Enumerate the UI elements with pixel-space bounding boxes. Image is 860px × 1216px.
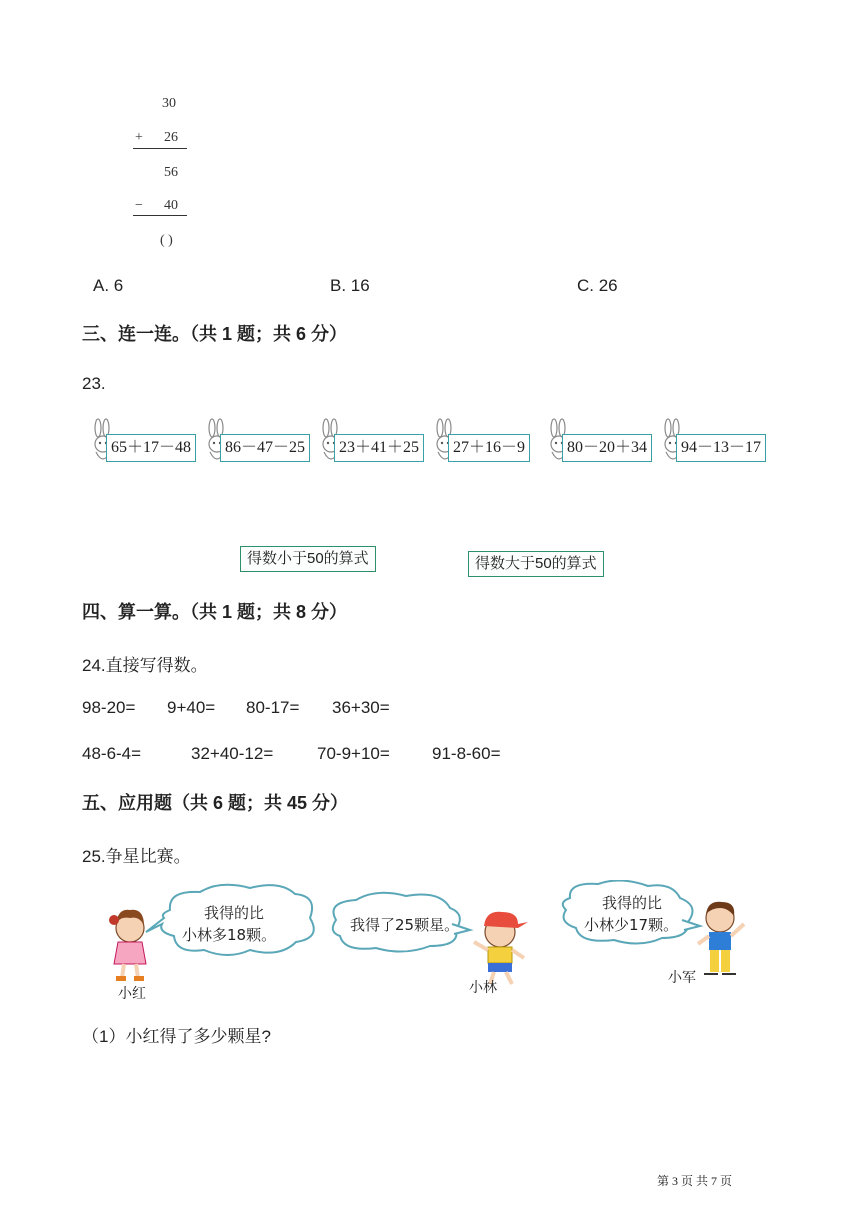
q24-row1-item-4: 36+30= [332, 698, 390, 717]
q24-row1-item-2: 9+40= [167, 698, 216, 717]
q24-row2-item-1: 48-6-4= [82, 744, 142, 763]
calc-rule-1 [133, 148, 187, 149]
calc-answer-blank: ( ) [160, 233, 173, 248]
boy-2-figure-icon [698, 902, 744, 974]
bubble-2-line-1: 我得了25颗星。 [350, 916, 460, 934]
q24-row1-item-3: 80-17= [246, 698, 300, 717]
calc-subtrahend: 40 [164, 198, 178, 213]
minus-sign: − [135, 198, 143, 213]
expression-box: 65＋17－48 [106, 434, 196, 462]
q24-row2-item-4: 91-8-60= [432, 744, 501, 763]
bubble-1-line-1: 我得的比 [204, 904, 265, 922]
calc-top-number: 30 [162, 96, 176, 111]
star-contest-illustration [100, 880, 760, 1000]
question-25-sub-1: （1）小红得了多少颗星? [82, 1027, 271, 1046]
girl-figure-icon [109, 910, 146, 981]
calc-mid-result: 56 [164, 165, 178, 180]
expression-box: 23＋41＋25 [334, 434, 424, 462]
section-4-heading: 四、算一算。（共 1 题；共 8 分） [82, 602, 348, 622]
target-less-than-50[interactable]: 得数小于50的算式 [240, 546, 376, 572]
expression-card[interactable] [320, 418, 424, 464]
name-xiaolin: 小林 [469, 979, 497, 995]
bubble-3-line-2: 小林少17颗。 [584, 916, 679, 934]
choice-b[interactable]: B. 16 [330, 276, 370, 295]
expression-card[interactable] [92, 418, 202, 464]
name-xiaojun: 小军 [668, 969, 696, 985]
expression-box: 86－47－25 [220, 434, 310, 462]
plus-sign: + [135, 130, 143, 145]
calc-addend: 26 [164, 130, 178, 145]
expression-card[interactable] [548, 418, 654, 464]
section-5-heading: 五、应用题（共 6 题；共 45 分） [82, 793, 349, 813]
question-23-number: 23. [82, 374, 106, 393]
speech-bubble-3 [563, 880, 693, 943]
expression-card[interactable] [434, 418, 542, 464]
expression-card[interactable] [662, 418, 770, 464]
q24-row2-item-2: 32+40-12= [191, 744, 274, 763]
boy-figure-icon [474, 912, 528, 984]
calc-rule-2 [133, 215, 187, 216]
page-footer: 第 3 页 共 7 页 [657, 1174, 733, 1188]
q24-row2-item-3: 70-9+10= [317, 744, 390, 763]
expression-box: 80－20＋34 [562, 434, 652, 462]
q24-row1-item-1: 98-20= [82, 698, 136, 717]
section-3-heading: 三、连一连。（共 1 题；共 6 分） [82, 324, 348, 344]
target-greater-than-50[interactable]: 得数大于50的算式 [468, 551, 604, 577]
choice-a[interactable]: A. 6 [93, 276, 124, 295]
bubble-1-line-2: 小林多18颗。 [182, 926, 277, 944]
name-xiaohong: 小红 [118, 985, 146, 1001]
expression-box: 94－13－17 [676, 434, 766, 462]
expression-box: 27＋16－9 [448, 434, 530, 462]
expression-card[interactable] [206, 418, 322, 464]
question-24-title: 24.直接写得数。 [82, 656, 208, 675]
question-25-title: 25.争星比赛。 [82, 847, 191, 866]
bubble-3-line-1: 我得的比 [602, 894, 663, 912]
choice-c[interactable]: C. 26 [577, 276, 618, 295]
